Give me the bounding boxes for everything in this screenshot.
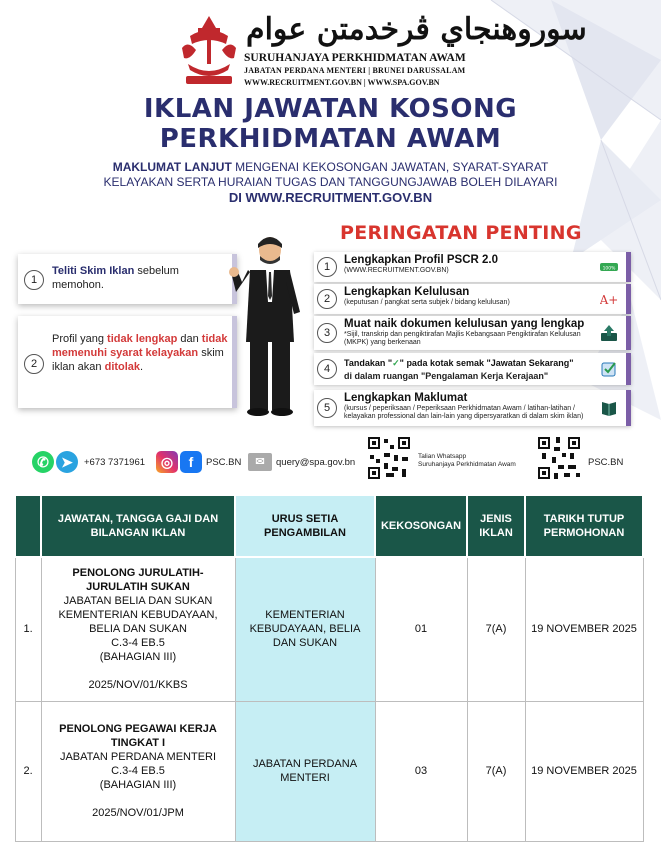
post-cell — [41, 557, 235, 701]
agency-cell: JABATAN PERDANA MENTERI — [235, 701, 375, 841]
table-header-post: JAWATAN, TANGGA GAJI DAN BILANGAN IKLAN — [41, 495, 235, 557]
brunei-crest-icon — [176, 14, 242, 88]
page-title-line1: IKLAN JAWATAN KOSONG — [143, 94, 518, 124]
grade-a-plus-icon — [600, 290, 618, 308]
telegram-icon[interactable]: ➤ — [56, 451, 78, 473]
whatsapp-label — [418, 453, 516, 469]
org-websites: WWW.RECRUITMENT.GOV.BN | WWW.SPA.GOV.BN — [244, 78, 440, 87]
info-bold: MAKLUMAT LANJUT — [112, 160, 232, 174]
row-number: 2. — [15, 701, 41, 841]
psc-qr-label: PSC.BN — [588, 457, 624, 468]
note-body: Profil yang — [52, 333, 108, 345]
item-sub: *Sijil, transkrip dan pengiktirafan Majlis Kebangsaan Pengiktirafan Kelulusan (MKPK) yang berkenaan — [344, 331, 581, 346]
peringatan-item-3 — [314, 316, 631, 350]
progress-100-icon — [600, 258, 618, 276]
agency-cell: KEMENTERIAN KEBUDAYAAN, BELIA DAN SUKAN — [235, 557, 375, 701]
type-cell: 7(A) — [467, 701, 525, 841]
progress-badge: 100% — [602, 266, 616, 272]
phone-number[interactable]: +673 7371961 — [84, 457, 146, 468]
note-highlight: ditolak — [104, 361, 141, 373]
facebook-icon[interactable]: f — [180, 451, 202, 473]
email-icon: ✉ — [248, 453, 272, 471]
peringatan-item-2 — [314, 284, 631, 314]
post-ministry: KEMENTERIAN KEBUDAYAAN, BELIA DAN SUKAN — [58, 609, 218, 636]
item-title: Lengkapkan Profil PSCR 2.0 — [344, 254, 499, 266]
whatsapp-qr-code — [366, 435, 412, 481]
item-number: 5 — [317, 398, 337, 418]
post-salary-scale: C.3-4 EB.5 — [111, 765, 165, 777]
table-row — [15, 701, 643, 841]
note-number: 2 — [24, 354, 44, 374]
item-sub: (kursus / peperiksaan / Peperiksaan Perkhidmatan Awam / latihan-latihan / kelayakan professional dan lain-lain yang dipersyaratkan di dalam skim iklan) — [344, 405, 584, 420]
row-number: 1. — [15, 557, 41, 701]
note-number: 1 — [24, 270, 44, 290]
post-cell — [41, 701, 235, 841]
item-sub: (WWW.RECRUITMENT.GOV.BN) — [344, 267, 449, 274]
item-title-part: Tandakan " — [344, 358, 393, 368]
note-text — [52, 264, 224, 292]
businessman-illustration — [228, 232, 312, 420]
grade-badge: A+ — [600, 293, 618, 307]
org-dept: JABATAN PERDANA MENTERI | BRUNEI DARUSSALAM — [244, 66, 466, 75]
note-body: . — [140, 361, 144, 373]
whatsapp-icon[interactable]: ✆ — [32, 451, 54, 473]
vacancy-table — [14, 494, 644, 842]
social-handle[interactable]: PSC.BN — [206, 457, 242, 468]
peringatan-item-5 — [314, 390, 631, 426]
info-line1 — [0, 160, 661, 175]
note-body: sebelum memohon. — [52, 265, 179, 291]
note-body: dan — [177, 333, 202, 345]
org-name: SURUHANJAYA PERKHIDMATAN AWAM — [244, 52, 466, 64]
post-title: PENOLONG PEGAWAI KERJA TINGKAT I — [59, 723, 217, 749]
jawi-title: سوروهنجاي ڤرخدمتن عوام — [246, 12, 587, 47]
whatsapp-label-2: Suruhanjaya Perkhidmatan Awam — [418, 461, 516, 468]
psc-qr-code — [536, 435, 582, 481]
post-dept: JABATAN BELIA DAN SUKAN — [63, 595, 213, 608]
contact-bar — [0, 445, 661, 487]
book-icon — [600, 399, 618, 417]
info-line3 — [0, 190, 661, 205]
upload-icon — [600, 324, 618, 342]
item-number: 1 — [317, 257, 337, 277]
vacancy-cell: 03 — [375, 701, 467, 841]
item-number: 3 — [317, 323, 337, 343]
instagram-icon[interactable]: ◎ — [156, 451, 178, 473]
item-title — [344, 358, 574, 369]
info-text1: MENGENAI KEKOSONGAN JAWATAN, SYARAT-SYARAT — [231, 160, 549, 174]
item-title: Muat naik dokumen kelulusan yang lengkap — [344, 318, 585, 330]
post-title: PENOLONG JURULATIH-JURULATIH SUKAN — [72, 567, 204, 594]
page-title-line2: PERKHIDMATAN AWAM — [159, 124, 502, 154]
table-header-row — [15, 495, 643, 557]
item-title: Lengkapkan Maklumat — [344, 392, 468, 404]
note-highlight: tidak lengkap — [107, 333, 178, 345]
info-line2: KELAYAKAN SERTA HURAIAN TUGAS DAN TANGGUNGJAWAB BOLEH DILAYARI — [103, 175, 558, 189]
post-division: (BAHAGIAN III) — [99, 651, 177, 664]
closing-date-cell: 19 NOVEMBER 2025 — [525, 557, 643, 701]
closing-date-cell: 19 NOVEMBER 2025 — [525, 701, 643, 841]
post-reference: 2025/NOV/01/KKBS — [88, 679, 188, 692]
item-number: 4 — [317, 359, 337, 379]
table-header-agency: URUS SETIA PENGAMBILAN — [235, 495, 375, 557]
post-division: (BAHAGIAN III) — [99, 779, 177, 791]
item-sub: di dalam ruangan "Pengalaman Kerja Kerajaan" — [344, 371, 549, 381]
post-reference: 2025/NOV/01/JPM — [92, 807, 184, 819]
vacancy-cell: 01 — [375, 557, 467, 701]
checkmark-icon: ✓ — [392, 358, 400, 368]
info-prefix: DI — [228, 190, 246, 205]
post-dept: JABATAN PERDANA MENTERI — [59, 751, 217, 763]
peringatan-item-4 — [314, 353, 631, 385]
table-row — [15, 557, 643, 701]
item-sub: (keputusan / pangkat serta subjek / bidang kelulusan) — [344, 299, 510, 306]
item-number: 2 — [317, 289, 337, 309]
peringatan-heading: PERINGATAN PENTING — [340, 222, 582, 244]
note-highlight: tidak memenuhi syarat kelayakan — [52, 333, 228, 359]
post-salary-scale: C.3-4 EB.5 — [111, 637, 165, 650]
item-title: Lengkapkan Kelulusan — [344, 286, 470, 298]
note-body: skim iklan akan — [52, 347, 224, 373]
table-header-no — [15, 495, 41, 557]
note-highlight: Teliti Skim Iklan — [52, 265, 135, 277]
note-text — [52, 332, 228, 374]
checkbox-icon — [600, 360, 618, 378]
type-cell: 7(A) — [467, 557, 525, 701]
item-title-part: " pada kotak semak "Jawatan Sekarang" — [399, 358, 574, 368]
table-header-vacancy: KEKOSONGAN — [375, 495, 467, 557]
email-address[interactable]: query@spa.gov.bn — [276, 457, 356, 468]
recruitment-link[interactable]: WWW.RECRUITMENT.GOV.BN — [245, 190, 433, 205]
table-header-type: JENIS IKLAN — [467, 495, 525, 557]
note-card-1 — [18, 254, 237, 304]
whatsapp-label-1: Talian Whatsapp — [418, 453, 467, 460]
header — [0, 10, 661, 94]
table-header-closing: TARIKH TUTUP PERMOHONAN — [525, 495, 643, 557]
peringatan-item-1 — [314, 252, 631, 282]
note-card-2 — [18, 316, 237, 408]
